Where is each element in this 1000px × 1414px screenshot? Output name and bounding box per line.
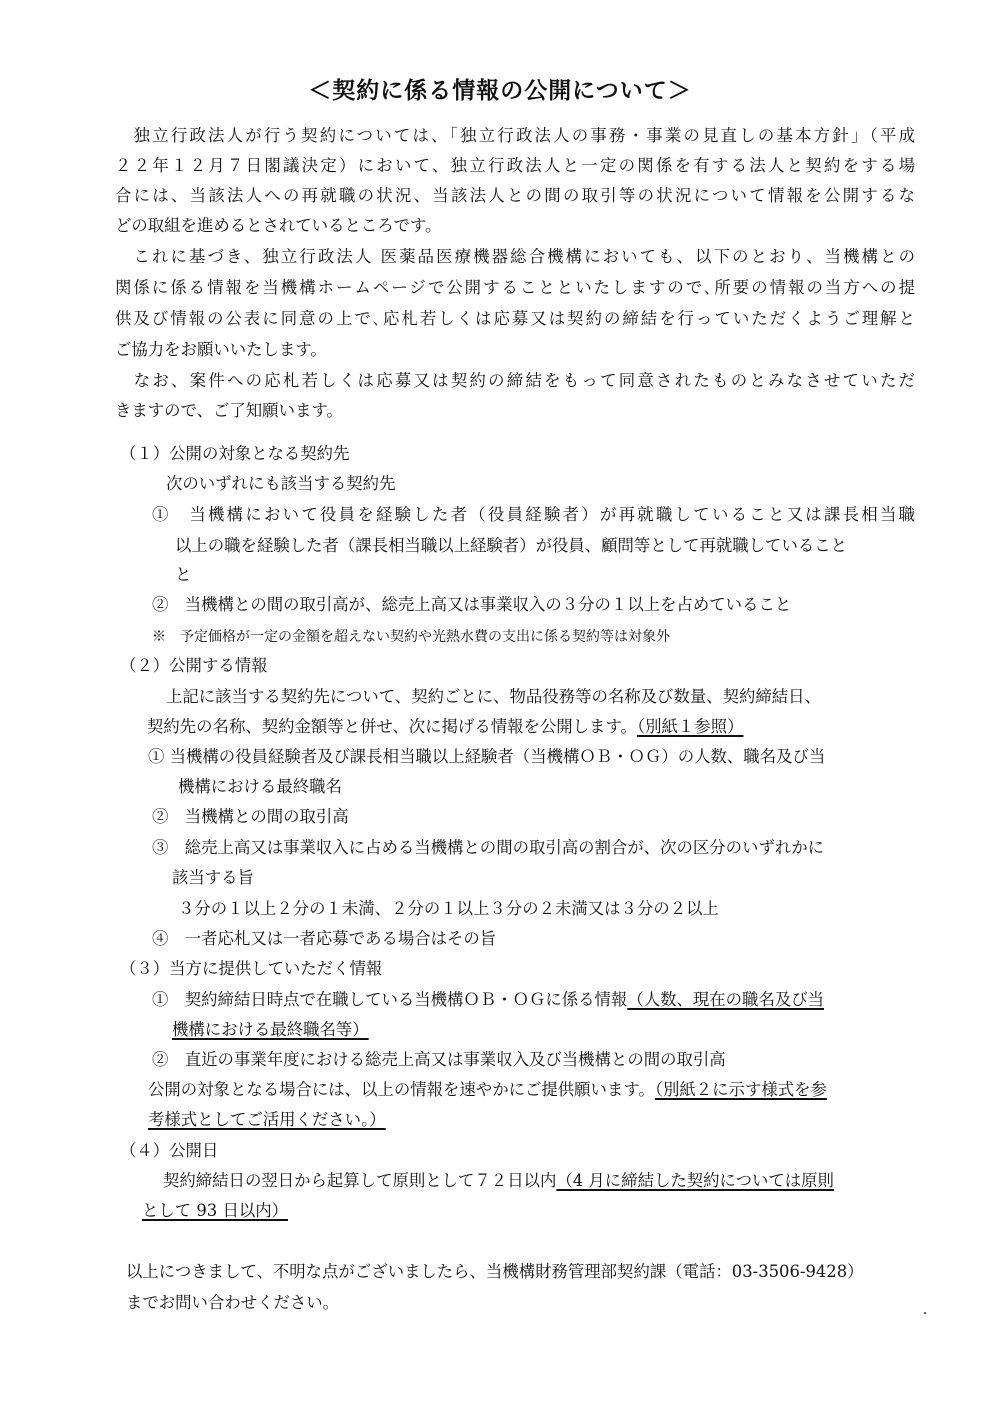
intro-p2-line4: ご協力をお願いいたします。 — [115, 340, 327, 359]
intro-p1-line2: ２２年１２月７日閣議決定）において、独立行政法人と一定の関係を有する法人と契約をする場 — [115, 156, 915, 175]
section4-heading: （４）公開日 — [120, 1141, 219, 1160]
section1-item1-line2: 以上の職を経験した者（課長相当職以上経験者）が役員、顧問等として再就職していること — [175, 536, 848, 555]
section3-item1-line1 — [152, 989, 824, 1011]
section2-lead-text: 契約先の名称、契約金額等と併せ、次に掲げる情報を公開します。 — [147, 717, 637, 736]
stray-mark — [924, 1312, 926, 1314]
attachment1-reference: （別紙１参照） — [636, 717, 744, 736]
section3-item1-line2: 機構における最終職名等） — [172, 1020, 369, 1039]
section4-text: 契約締結日の翌日から起算して原則として７２日以内 — [163, 1171, 557, 1190]
intro-p2-line2: 関係に係る情報を当機構ホームページで公開することといたしますので､所要の情報の当方への提 — [115, 278, 915, 297]
section1-note: ※ 予定価格が一定の金額を超えない契約や光熱水費の支出に係る契約等は対象外 — [152, 629, 670, 645]
section3-heading: （３）当方に提供していただく情報 — [120, 959, 383, 978]
section2-item1-line1: ① 当機構の役員経験者及び課長相当職以上経験者（当機構ＯＢ・ＯＧ）の人数、職名及び当 — [148, 747, 826, 766]
section2-item3-line2: 該当する旨 — [172, 868, 254, 887]
section1-item2: ② 当機構との間の取引高が、総売上高又は事業収入の３分の１以上を占めていること — [152, 595, 792, 614]
section1-lead: 次のいずれにも該当する契約先 — [166, 474, 396, 493]
section2-item2: ② 当機構との間の取引高 — [152, 807, 349, 826]
section2-heading: （２）公開する情報 — [120, 656, 268, 675]
section2-item3-ranges: ３分の１以上２分の１未満、２分の１以上３分の２未満又は３分の２以上 — [178, 899, 719, 918]
closing-line2: までお問い合わせください。 — [126, 1293, 340, 1312]
section2-lead-line2 — [147, 716, 743, 738]
closing-line1: 以上につきまして、不明な点がございましたら、当機構財務管理部契約課（電話：03-3506-9428） — [126, 1262, 864, 1281]
section2-item3-line1: ③ 総売上高又は事業収入に占める当機構との間の取引高の割合が、次の区分のいずれかに — [152, 838, 825, 857]
section3-item1-text: ① 契約締結日時点で在職している当機構ＯＢ・ＯＧに係る情報 — [152, 990, 628, 1009]
section3-item1-detail: （人数、現在の職名及び当 — [627, 990, 825, 1009]
intro-p1-line3: 合には、当該法人への再就職の状況、当該法人との間の取引等の状況について情報を公開するな — [115, 186, 915, 205]
attachment2-reference: （別紙２に示す様式を参 — [654, 1080, 827, 1099]
section4-april-note: （4 月に締結した契約については原則 — [556, 1171, 834, 1190]
section3-request-line1 — [148, 1079, 827, 1101]
intro-p1-line4: どの取組を進めるとされているところです。 — [115, 216, 442, 235]
section3-request-text: 公開の対象となる場合には、以上の情報を速やかにご提供願います。 — [148, 1080, 655, 1099]
section1-item1-line3: と — [175, 565, 192, 584]
intro-p2-line1: これに基づき、独立行政法人 医薬品医療機器総合機構においても、以下のとおり、当機構との — [115, 247, 915, 266]
section2-lead-line1: 上記に該当する契約先について、契約ごとに、物品役務等の名称及び数量、契約締結日、 — [166, 687, 821, 706]
page-title: ＜契約に係る情報の公開について＞ — [308, 78, 692, 104]
section1-item1-line1: ① 当機構において役員を経験した者（役員経験者）が再就職していること又は課長相当職 — [152, 505, 915, 524]
section3-request-line2: 考様式としてご活用ください。） — [148, 1110, 386, 1129]
section1-heading: （１）公開の対象となる契約先 — [120, 444, 350, 463]
intro-p3-line2: きますので、ご了知願います。 — [115, 401, 343, 420]
section4-line1 — [163, 1170, 834, 1192]
intro-p1-line1: 独立行政法人が行う契約については、「独立行政法人の事務・事業の見直しの基本方針」（平成 — [115, 126, 915, 145]
section2-item4: ④ 一者応札又は一者応募である場合はその旨 — [152, 929, 497, 948]
intro-p3-line1: なお、案件への応札若しくは応募又は契約の締結をもって同意されたものとみなさせていただ — [115, 371, 915, 390]
intro-p2-line3: 供及び情報の公表に同意の上で､応札若しくは応募又は契約の締結を行っていただくようご理解と — [115, 309, 915, 328]
section3-item2: ② 直近の事業年度における総売上高又は事業収入及び当機構との間の取引高 — [152, 1050, 726, 1069]
section4-line2: として 93 日以内） — [142, 1201, 289, 1220]
section2-item1-line2: 機構における最終職名 — [178, 777, 342, 796]
